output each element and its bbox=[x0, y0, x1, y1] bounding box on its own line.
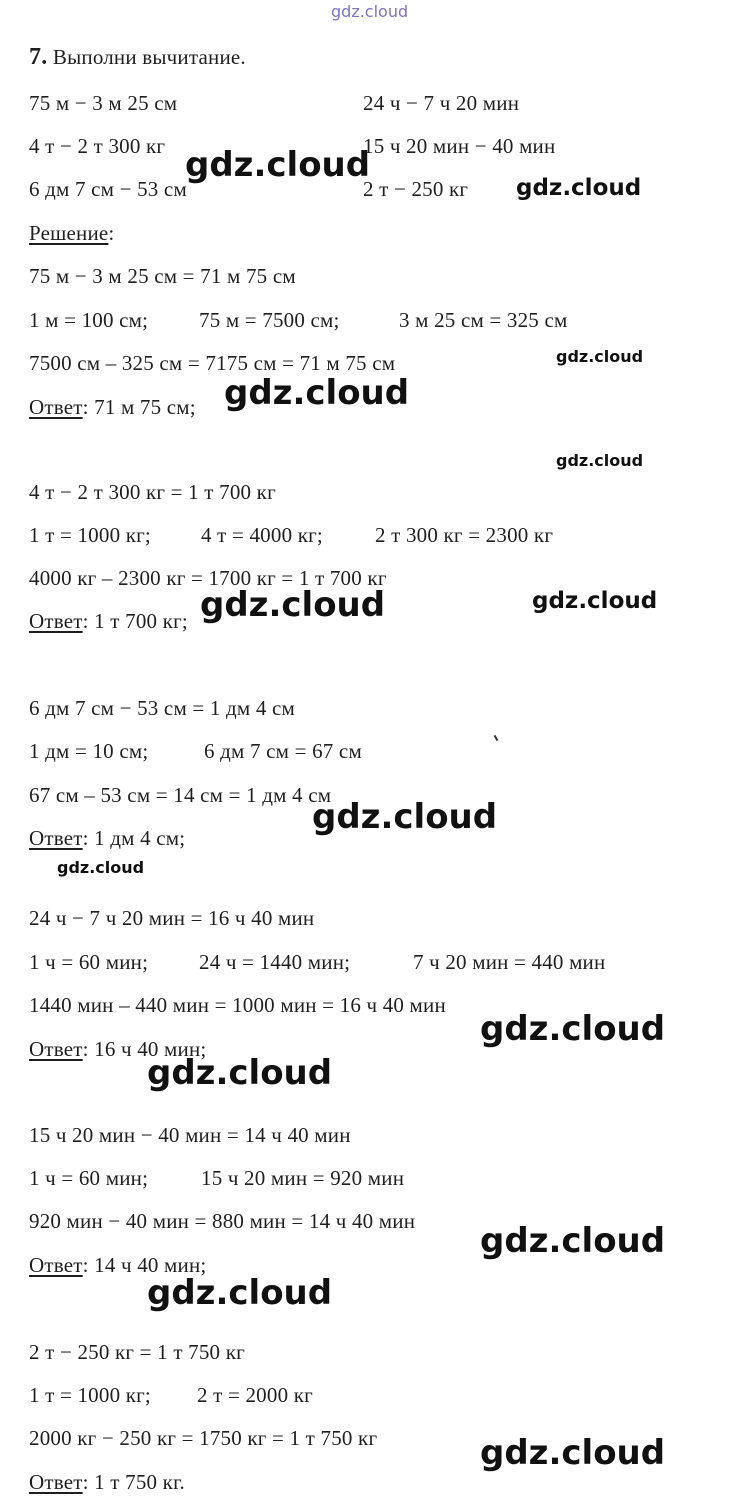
block-5-conv-1: 1 ч = 60 мин; bbox=[29, 1166, 149, 1190]
block-3-calc: 67 см – 53 см = 14 см = 1 дм 4 см bbox=[29, 783, 332, 807]
block-3-conv-1: 1 дм = 10 см; bbox=[29, 739, 149, 763]
block-3-answer: Ответ: 1 дм 4 см; bbox=[29, 826, 186, 850]
block-5-answer: Ответ: 14 ч 40 мин; bbox=[29, 1253, 207, 1277]
block-6-conv-1: 1 т = 1000 кг; bbox=[29, 1383, 151, 1407]
block-5-equation: 15 ч 20 мин − 40 мин = 14 ч 40 мин bbox=[29, 1123, 351, 1147]
watermark: gdz.cloud bbox=[224, 373, 410, 413]
solution-heading: Решение: bbox=[29, 221, 115, 245]
task-title: Выполни вычитание. bbox=[52, 45, 246, 69]
watermark: gdz.cloud bbox=[480, 1433, 666, 1473]
block-1-conv-2: 75 м = 7500 см; bbox=[199, 308, 340, 332]
task-heading bbox=[29, 44, 246, 70]
block-1-conv-3: 3 м 25 см = 325 см bbox=[399, 308, 568, 332]
watermark-top: gdz.cloud bbox=[331, 2, 409, 21]
block-4-answer: Ответ: 16 ч 40 мин; bbox=[29, 1037, 207, 1061]
block-4-conv-3: 7 ч 20 мин = 440 мин bbox=[413, 950, 606, 974]
problem-left-3: 6 дм 7 см − 53 см bbox=[29, 177, 187, 201]
block-2-equation: 4 т − 2 т 300 кг = 1 т 700 кг bbox=[29, 480, 276, 504]
block-4-conv-1: 1 ч = 60 мин; bbox=[29, 950, 149, 974]
block-1-conv-1: 1 м = 100 см; bbox=[29, 308, 149, 332]
watermark: gdz.cloud bbox=[57, 858, 145, 877]
watermark: gdz.cloud bbox=[147, 1273, 333, 1313]
task-number: 7. bbox=[29, 44, 48, 70]
watermark: gdz.cloud bbox=[200, 585, 386, 625]
problem-right-1: 24 ч − 7 ч 20 мин bbox=[363, 91, 520, 115]
watermark: gdz.cloud bbox=[312, 797, 498, 837]
watermark: gdz.cloud bbox=[556, 451, 644, 470]
problem-right-3: 2 т − 250 кг bbox=[363, 177, 469, 201]
block-1-answer: Ответ: 71 м 75 см; bbox=[29, 395, 196, 419]
block-2-conv-2: 4 т = 4000 кг; bbox=[201, 523, 323, 547]
watermark: gdz.cloud bbox=[532, 588, 658, 614]
block-6-answer: Ответ: 1 т 750 кг. bbox=[29, 1470, 185, 1494]
block-6-equation: 2 т − 250 кг = 1 т 750 кг bbox=[29, 1340, 245, 1364]
watermark: gdz.cloud bbox=[516, 175, 642, 201]
block-1-calc: 7500 см – 325 см = 7175 см = 71 м 75 см bbox=[29, 351, 396, 375]
block-4-conv-2: 24 ч = 1440 мин; bbox=[199, 950, 351, 974]
block-5-conv-2: 15 ч 20 мин = 920 мин bbox=[201, 1166, 405, 1190]
block-2-calc: 4000 кг – 2300 кг = 1700 кг = 1 т 700 кг bbox=[29, 566, 387, 590]
block-2-conv-1: 1 т = 1000 кг; bbox=[29, 523, 151, 547]
block-4-equation: 24 ч − 7 ч 20 мин = 16 ч 40 мин bbox=[29, 906, 315, 930]
watermark: gdz.cloud bbox=[185, 145, 371, 185]
stray-mark bbox=[494, 735, 499, 741]
watermark: gdz.cloud bbox=[480, 1009, 666, 1049]
problem-left-2: 4 т − 2 т 300 кг bbox=[29, 134, 166, 158]
block-2-answer: Ответ: 1 т 700 кг; bbox=[29, 609, 188, 633]
block-5-calc: 920 мин − 40 мин = 880 мин = 14 ч 40 мин bbox=[29, 1209, 416, 1233]
watermark: gdz.cloud bbox=[480, 1221, 666, 1261]
watermark: gdz.cloud bbox=[556, 347, 644, 366]
block-3-equation: 6 дм 7 см − 53 см = 1 дм 4 см bbox=[29, 696, 296, 720]
block-6-calc: 2000 кг − 250 кг = 1750 кг = 1 т 750 кг bbox=[29, 1426, 378, 1450]
block-2-conv-3: 2 т 300 кг = 2300 кг bbox=[375, 523, 554, 547]
watermark: gdz.cloud bbox=[147, 1053, 333, 1093]
problem-right-2: 15 ч 20 мин − 40 мин bbox=[363, 134, 556, 158]
block-1-equation: 75 м − 3 м 25 см = 71 м 75 см bbox=[29, 264, 296, 288]
block-4-calc: 1440 мин – 440 мин = 1000 мин = 16 ч 40 мин bbox=[29, 993, 446, 1017]
block-3-conv-2: 6 дм 7 см = 67 см bbox=[204, 739, 362, 763]
problem-left-1: 75 м − 3 м 25 см bbox=[29, 91, 178, 115]
block-6-conv-2: 2 т = 2000 кг bbox=[197, 1383, 313, 1407]
